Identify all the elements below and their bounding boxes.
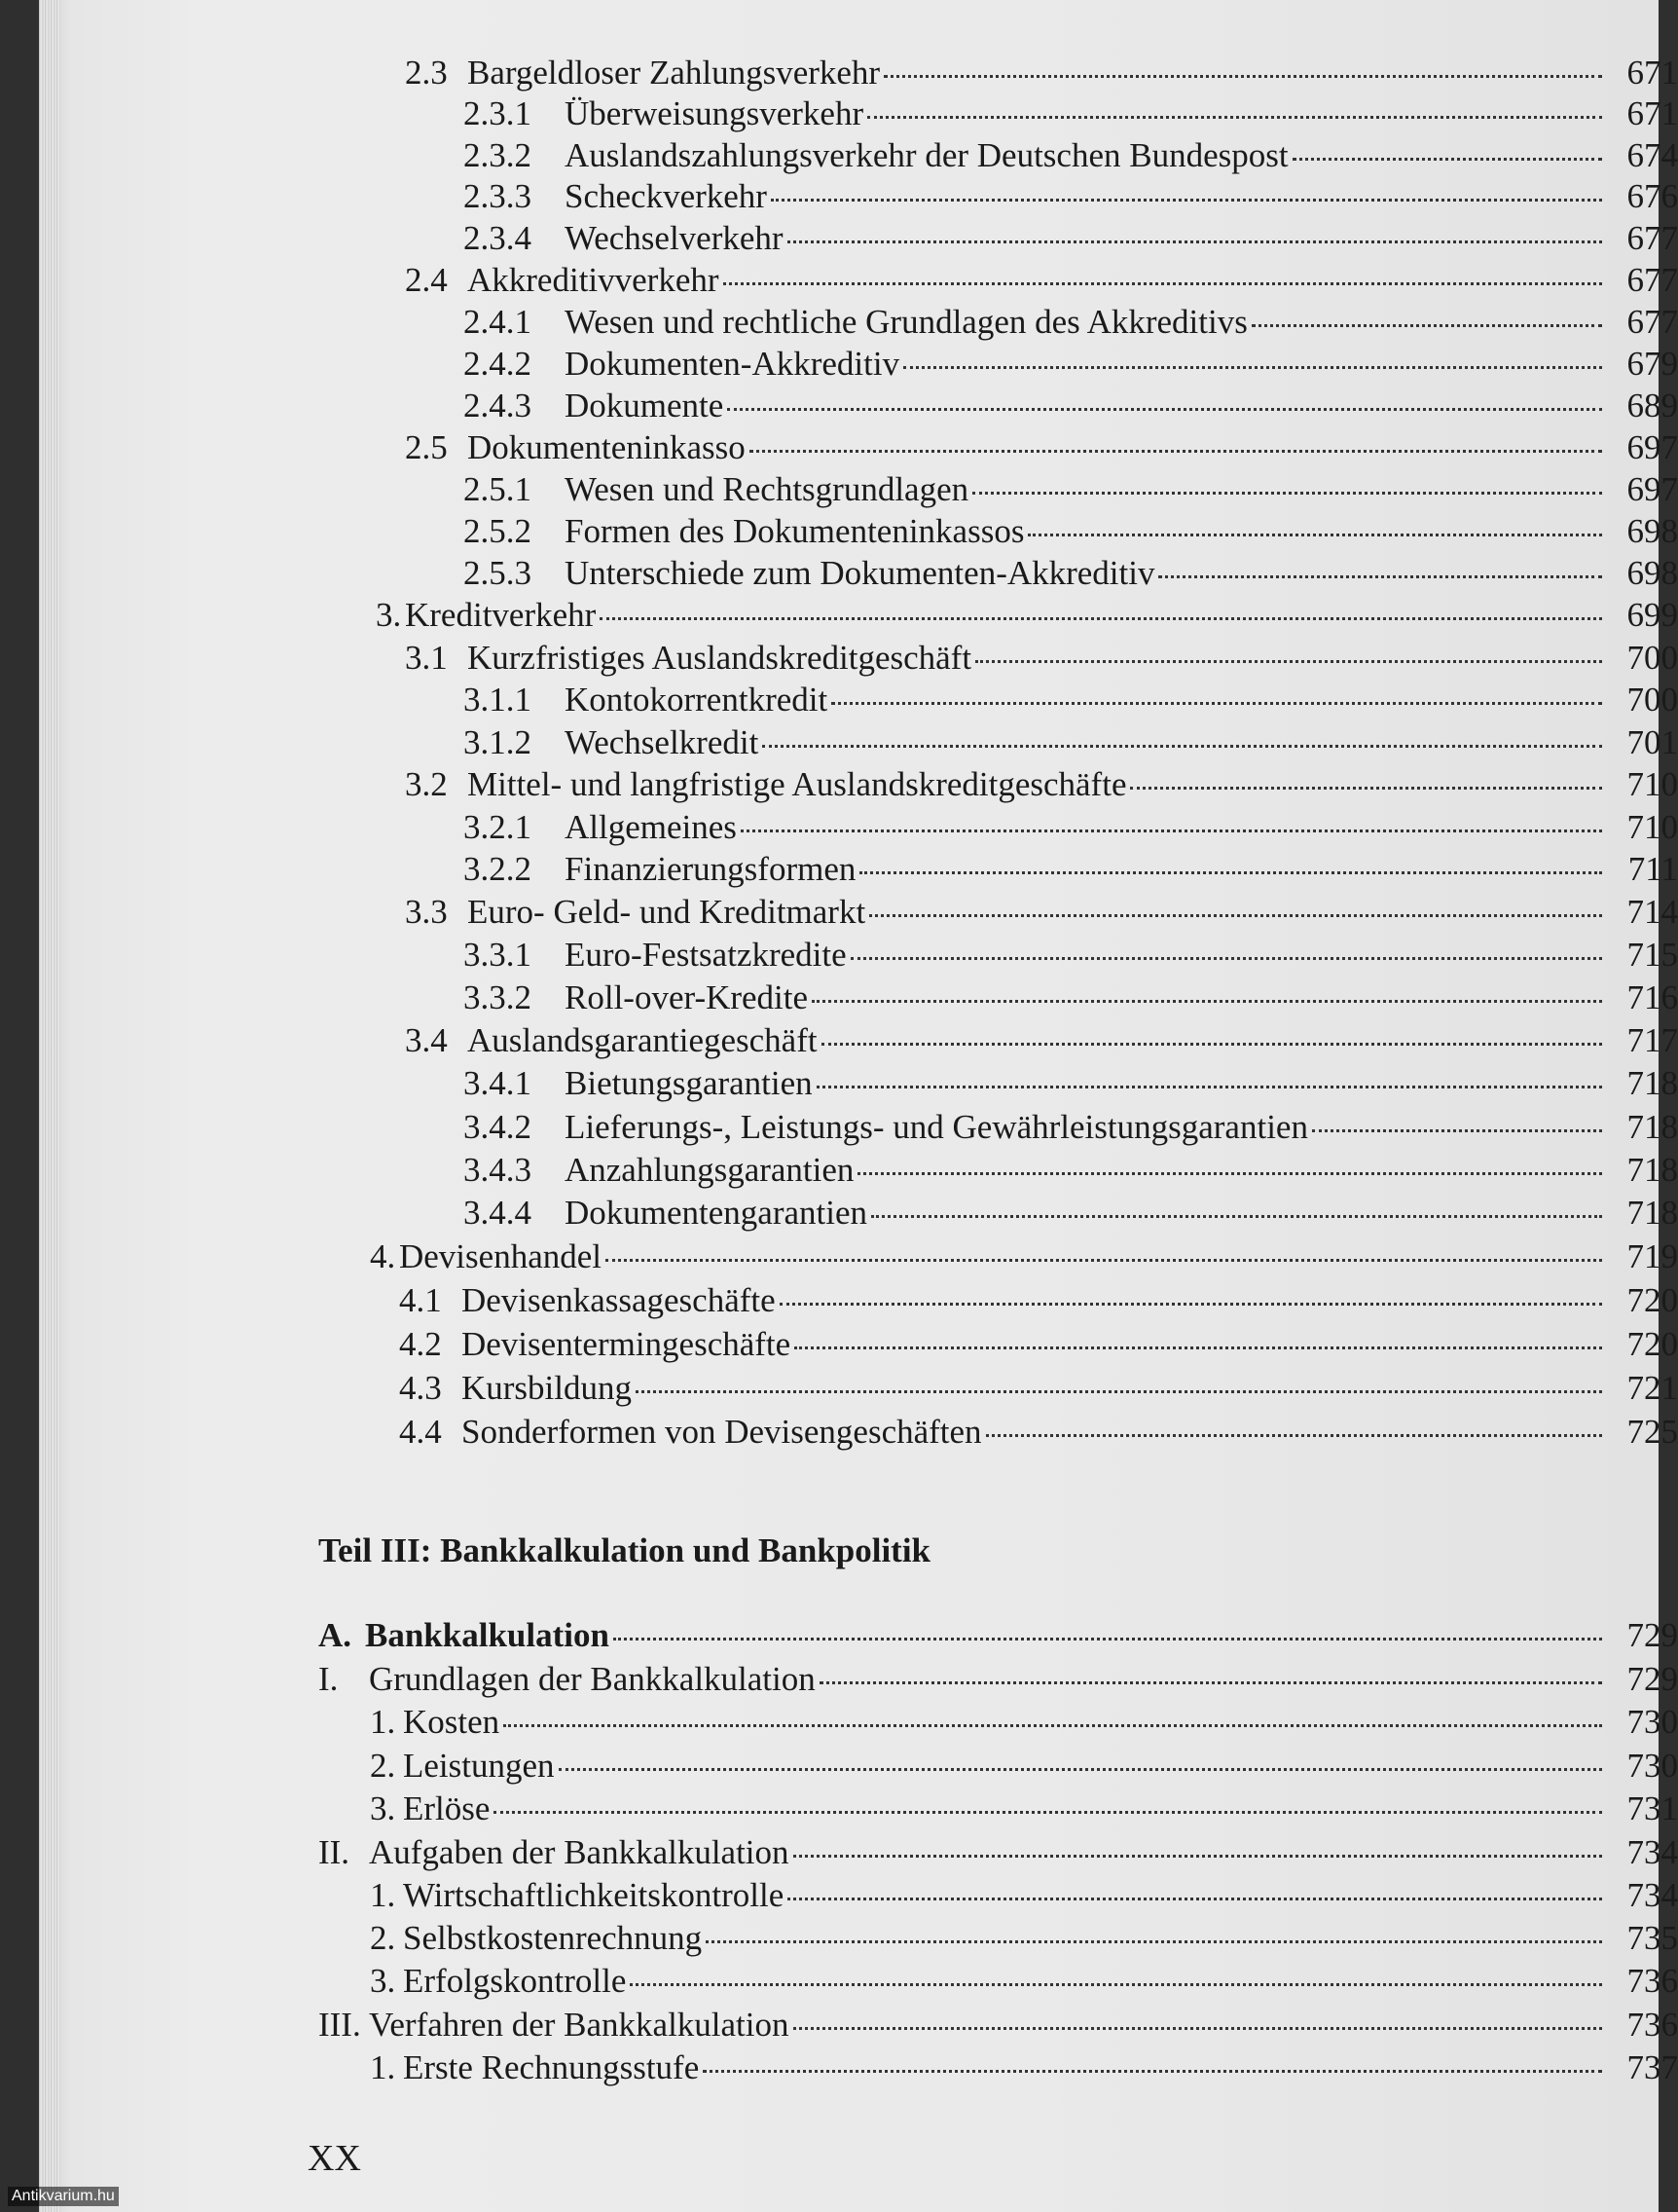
- toc-row: 3.4.2 Lieferungs-, Leistungs- und Gewährleistungsgarantien 718: [463, 1108, 1678, 1146]
- toc-row: 2. Leistungen 730: [370, 1747, 1678, 1785]
- toc-row: 3.4.4 Dokumentengarantien 718: [463, 1194, 1678, 1232]
- toc-row: 3.4 Auslandsgarantiegeschäft 717: [405, 1021, 1678, 1059]
- watermark: Antikvarium.hu: [8, 2187, 119, 2206]
- toc-row: 4.3 Kursbildung 721: [399, 1369, 1678, 1407]
- toc-row: 4.2 Devisentermingeschäfte 720: [399, 1325, 1678, 1363]
- toc-row: A. Bankkalkulation 729: [318, 1616, 1678, 1654]
- toc-row: 3.3.2 Roll-over-Kredite 716: [463, 978, 1678, 1016]
- toc-row: 2.4.3 Dokumente 689: [463, 387, 1678, 424]
- page-folio: XX: [308, 2138, 361, 2179]
- toc-row: 3.3 Euro- Geld- und Kreditmarkt 714: [405, 893, 1678, 931]
- toc-row: 2.3.3 Scheckverkehr 676: [463, 177, 1678, 215]
- toc-row: 1. Erste Rechnungsstufe 737: [370, 2048, 1678, 2086]
- part-heading: Teil III: Bankkalkulation und Bankpolitik: [318, 1531, 931, 1569]
- toc-row: I. Grundlagen der Bankkalkulation 729: [318, 1660, 1678, 1698]
- toc-row: 4. Devisenhandel 719: [370, 1237, 1678, 1275]
- book-page: [39, 0, 1678, 2212]
- toc-row: II. Aufgaben der Bankkalkulation 734: [318, 1833, 1678, 1871]
- toc-row: 3.2.1 Allgemeines 710: [463, 808, 1678, 846]
- toc-row: 4.4 Sonderformen von Devisengeschäften 725: [399, 1413, 1678, 1451]
- toc-row: 2.4.2 Dokumenten-Akkreditiv 679: [463, 345, 1678, 383]
- toc-row: 1. Kosten 730: [370, 1703, 1678, 1741]
- toc-row: 2.3.4 Wechselverkehr 677: [463, 219, 1678, 257]
- toc-row: 2. Selbstkostenrechnung 735: [370, 1919, 1678, 1957]
- toc-row: 3.4.3 Anzahlungsgarantien 718: [463, 1151, 1678, 1189]
- toc-row: 3.1 Kurzfristiges Auslandskreditgeschäft 700: [405, 639, 1678, 677]
- toc-row: 3. Erfolgskontrolle 736: [370, 1962, 1678, 2000]
- toc-row: 4.1 Devisenkassageschäfte 720: [399, 1281, 1678, 1319]
- toc-row: 3.1.2 Wechselkredit 701: [463, 723, 1678, 761]
- toc-row: III. Verfahren der Bankkalkulation 736: [318, 2006, 1678, 2044]
- toc-row: 2.4 Akkreditivverkehr 677: [405, 261, 1678, 299]
- table-of-contents: [39, 0, 1678, 2212]
- toc-row: 2.5.3 Unterschiede zum Dokumenten-Akkreditiv 698: [463, 554, 1678, 592]
- toc-row: 3.4.1 Bietungsgarantien 718: [463, 1064, 1678, 1102]
- toc-row: 3. Erlöse 731: [370, 1789, 1678, 1827]
- toc-row: 2.5 Dokumenteninkasso 697: [405, 428, 1678, 466]
- toc-row: 2.4.1 Wesen und rechtliche Grundlagen des Akkreditivs 677: [463, 303, 1678, 341]
- toc-row: 3.2.2 Finanzierungsformen 711: [463, 850, 1678, 888]
- toc-row: 2.3 Bargeldloser Zahlungsverkehr 671: [405, 54, 1678, 92]
- toc-row: 2.5.1 Wesen und Rechtsgrundlagen 697: [463, 470, 1678, 508]
- toc-row: 2.3.2 Auslandszahlungsverkehr der Deutschen Bundespost 674: [463, 136, 1678, 174]
- toc-row: 3.3.1 Euro-Festsatzkredite 715: [463, 936, 1678, 974]
- toc-row: 3.2 Mittel- und langfristige Auslandskreditgeschäfte 710: [405, 765, 1678, 803]
- toc-row: 2.3.1 Überweisungsverkehr 671: [463, 94, 1678, 132]
- toc-row: 3.1.1 Kontokorrentkredit 700: [463, 681, 1678, 719]
- toc-row: 2.5.2 Formen des Dokumenteninkassos 698: [463, 512, 1678, 550]
- toc-row: 3. Kreditverkehr 699: [376, 596, 1678, 634]
- toc-row: 1. Wirtschaftlichkeitskontrolle 734: [370, 1876, 1678, 1914]
